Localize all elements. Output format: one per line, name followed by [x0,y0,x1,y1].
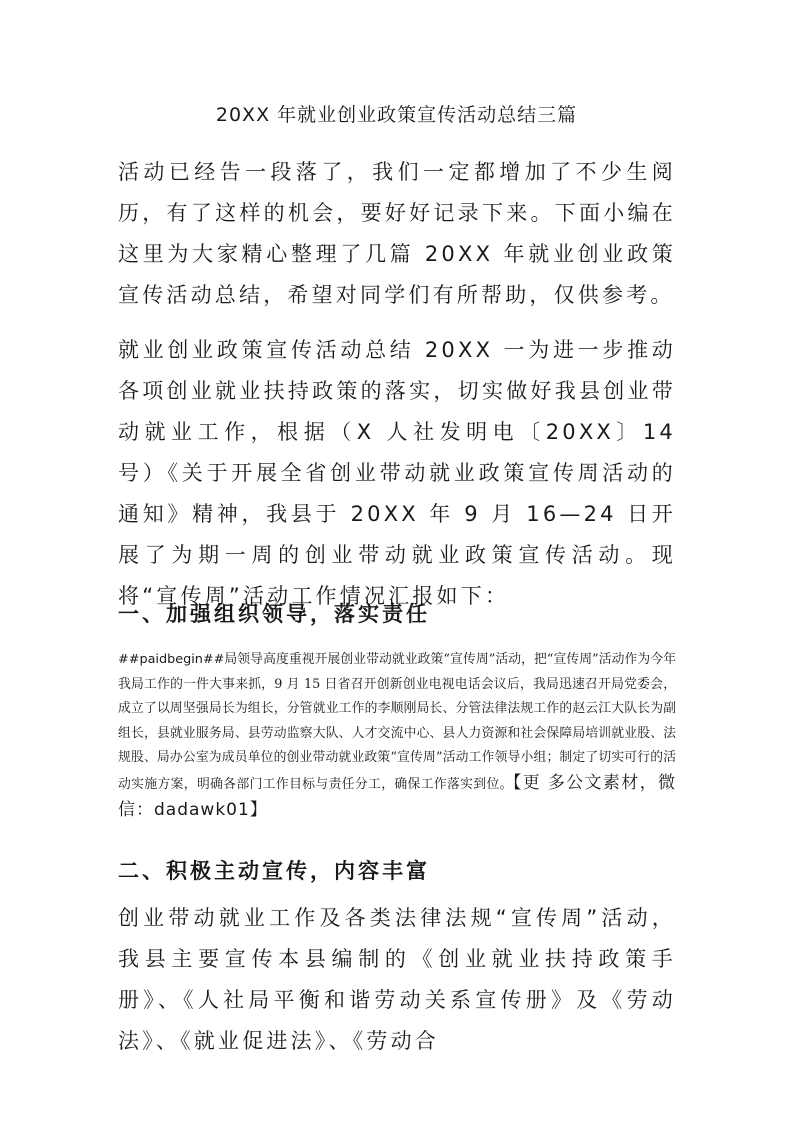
section-1-heading: 一、加强组织领导，落实责任 [118,602,430,626]
intro-paragraph: 活动已经告一段落了，我们一定都增加了不少生阅历，有了这样的机会，要好好记录下来。下面小编在这里为大家精心整理了几篇 20XX 年就业创业政策宣传活动总结，希望对同学们有所帮助，仅供参考。 [118,160,676,307]
section-2-body: 创业带动就业工作及各类法律法规“宣传周”活动，我县主要宣传本县编制的《创业就业扶持政策手册》、《人社局平衡和谐劳动关系宣传册》及《劳动法》、《就业促进法》、《劳动合 [118,906,676,1053]
summary-paragraph: 就业创业政策宣传活动总结 20XX 一为进一步推动各项创业就业扶持政策的落实，切实做好我县创业带动就业工作，根据（X 人社发明电〔20XX〕14 号）《关于开展全省创业带动就业政策宣传周活动的通知》精神，我县于 20XX 年 9 月 16—24 日开展了为期一周的创业带动就业政策宣传活动。现将“宣传周”活动工作情况汇报如下： [118,338,676,608]
paid-marker: ##paidbegin## [118,652,225,667]
promo-text: 【更 多公文素材，微信：dadawk01】 [118,772,677,820]
section-1-text: 局领导高度重视开展创业带动就业政策“宣传周”活动，把“宣传周”活动作为今年我局工作的一件大事来抓，9 月 15 日省召开创新创业电视电话会议后，我局迅速召开局党委会，成立了以周坚强局长为组长，分管就业工作的李顺刚局长、分管法律法规工作的赵云江大队长为副组长，县就业服务局、县劳动监察大队、人才交流中心、县人力资源和社会保障局培训就业股、法规股、局办公室为成员单位的创业带动就业政策“宣传周”活动工作领导小组；制定了切实可行的活动实施方案，明确各部门工作目标与责任分工，确保工作落实到位。 [118,652,676,792]
section-1-body [118,648,676,824]
document-title: 20XX 年就业创业政策宣传活动总结三篇 [215,104,578,126]
section-2-heading: 二、积极主动宣传，内容丰富 [118,859,430,883]
